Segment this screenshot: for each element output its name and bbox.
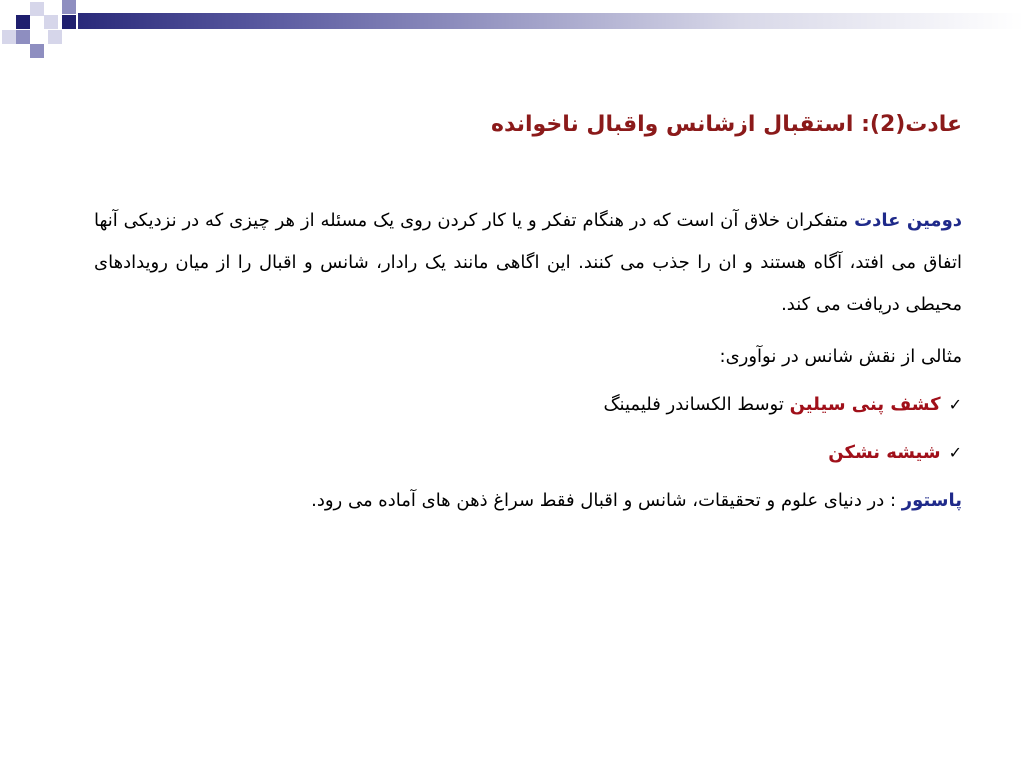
main-paragraph [94,200,962,326]
decor-square [16,30,30,44]
decor-square [62,0,76,14]
decor-square [2,30,16,44]
checkmark-icon: ✓ [948,443,962,462]
quote-author: پاستور [901,490,962,511]
slide-header-decoration [0,0,1024,64]
bullet-keyword: شیشه نشکن [828,442,941,463]
bullet-item [94,432,962,474]
quote-text: : در دنیای علوم و تحقیقات، شانس و اقبال فقط سراغ ذهن های آماده می رود. [311,490,902,511]
bullet-keyword: کشف پنی سیلین [789,394,941,415]
checkmark-icon: ✓ [948,395,962,414]
bullet-text: توسط الکساندر فلیمینگ [603,394,790,415]
decor-square [16,15,30,29]
paragraph-keyword: دومین عادت [854,210,962,231]
decor-square [30,44,44,58]
decor-square [48,30,62,44]
bullet-item [94,384,962,426]
examples-intro: مثالی از نقش شانس در نوآوری: [719,346,962,367]
decor-square [44,15,58,29]
decor-square [62,15,76,29]
slide-body [94,200,962,528]
decor-square [30,2,44,16]
slide-title: عادت(2): استقبال ازشانس واقبال ناخوانده [491,112,962,137]
header-gradient-bar [78,13,1024,29]
paragraph-text: متفکران خلاق آن است که در هنگام تفکر و یا کار کردن روی یک مسئله از هر چیزی که در نزدیکی آنها اتفاق می افتد، آگاه هستند و ان را جذب می کنند. این اگاهی مانند یک رادار، شانس و اقبال را از میان رویدادهای محیطی دریافت می کند. [94,210,962,315]
quote-line [94,480,962,522]
